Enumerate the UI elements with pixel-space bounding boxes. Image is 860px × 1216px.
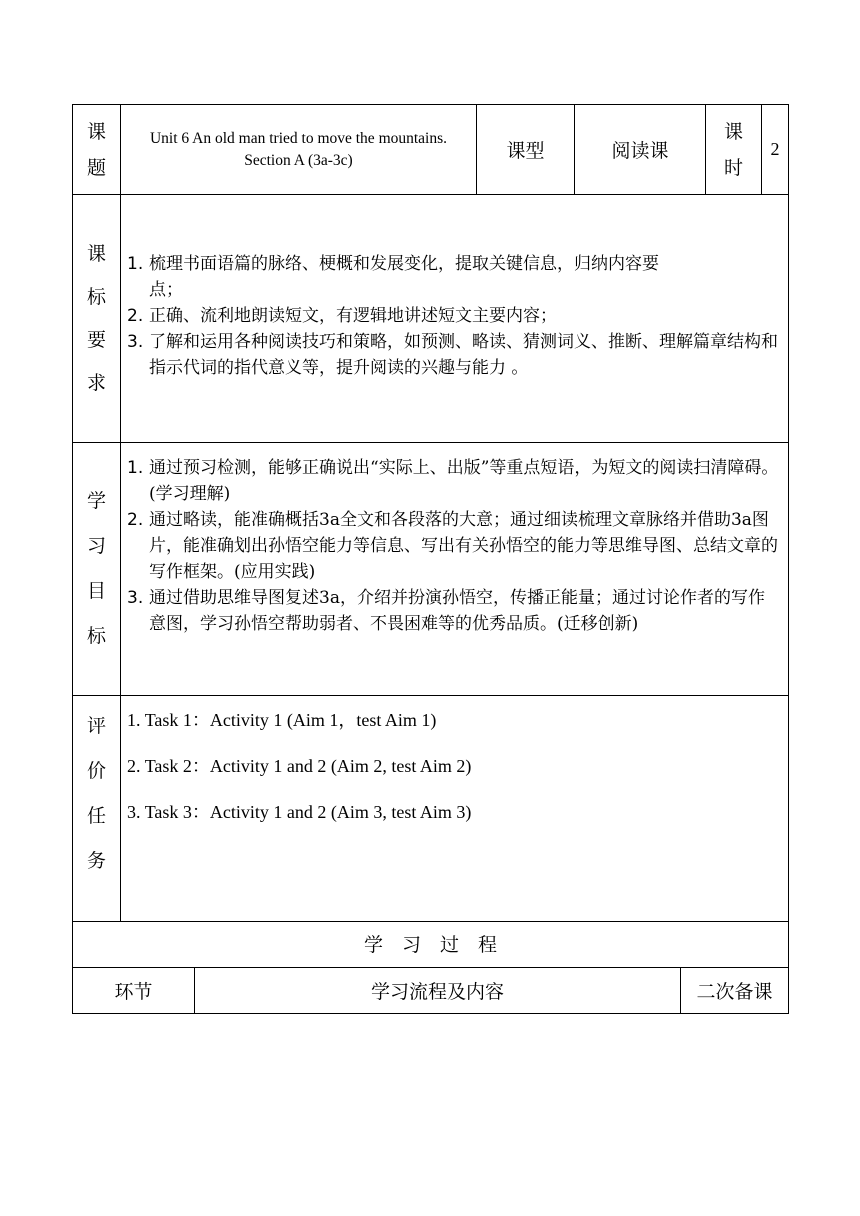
- objectives-label-char: 目: [86, 580, 106, 602]
- item-text: 梳理书面语篇的脉络、梗概和发展变化，提取关键信息，归纳内容要点；: [149, 254, 659, 300]
- lesson-title-line1: Unit 6 An old man tried to move the mountains.: [149, 129, 448, 147]
- evaluation-label-char: 务: [86, 850, 106, 872]
- evaluation-label-char: 价: [86, 760, 106, 782]
- item-text: 通过预习检测，能够正确说出“实际上、出版”等重点短语，为短文的阅读扫清障碍。(学习理解): [149, 458, 779, 504]
- item-number: 2.: [127, 306, 144, 326]
- item-number: 1.: [127, 458, 144, 478]
- objectives-label: [73, 443, 121, 696]
- item-number: 3.: [127, 802, 141, 822]
- item-number: 3.: [127, 332, 144, 352]
- standards-row: [73, 195, 789, 443]
- objectives-label-char: 标: [86, 625, 106, 647]
- lesson-info-table: [72, 104, 789, 922]
- standards-label-char: 标: [86, 285, 106, 308]
- evaluation-label: [73, 696, 121, 922]
- evaluation-content: [121, 696, 789, 922]
- objectives-label-char: 学: [86, 490, 106, 512]
- item-text: Task 3：Activity 1 and 2 (Aim 3, test Aim 3): [144, 802, 472, 822]
- process-header-row: [73, 967, 789, 1013]
- lesson-type-value: 阅读课: [575, 105, 706, 195]
- item-text: 了解和运用各种阅读技巧和策略，如预测、略读、猜测词义、推断、理解篇章结构和指示代词的指代意义等，提升阅读的兴趣与能力 。: [149, 332, 778, 378]
- objective-item: [127, 585, 780, 637]
- process-title-row: [73, 921, 789, 967]
- evaluation-row: [73, 696, 789, 922]
- item-number: 1.: [127, 710, 141, 730]
- standards-item: [127, 251, 780, 303]
- item-number: 2.: [127, 756, 141, 776]
- evaluation-label-char: 任: [86, 805, 106, 827]
- objectives-label-char: 习: [86, 535, 106, 557]
- topic-label-char: 题: [86, 156, 106, 179]
- standards-item: [127, 303, 780, 329]
- item-text: Task 1：Activity 1 (Aim 1，test Aim 1): [144, 710, 437, 730]
- item-number: 2.: [127, 510, 144, 530]
- item-number: 1.: [127, 254, 144, 274]
- lesson-type-label: 课型: [477, 105, 575, 195]
- evaluation-label-char: 评: [86, 715, 106, 737]
- item-text: 通过略读，能准确概括3a全文和各段落的大意；通过细读梳理文章脉络并借助3a图片，能准确划出孙悟空能力等信息、写出有关孙悟空的能力等思维导图、总结文章的写作框架。(应用实践): [149, 510, 778, 582]
- lesson-title-line2: Section A (3a-3c): [244, 151, 353, 169]
- evaluation-item: [127, 754, 780, 778]
- period-label: [706, 105, 762, 195]
- topic-label-char: 课: [86, 120, 106, 143]
- topic-label: [73, 105, 121, 195]
- objectives-content: [121, 443, 789, 696]
- col-stage-header: 环节: [73, 967, 195, 1013]
- objective-item: [127, 455, 780, 507]
- period-label-char: 课: [723, 120, 743, 143]
- objectives-list: [121, 455, 788, 637]
- col-notes-header: 二次备课: [681, 967, 789, 1013]
- process-table: [72, 921, 789, 1014]
- standards-label-char: 课: [86, 242, 106, 265]
- item-text: 正确、流利地朗读短文，有逻辑地讲述短文主要内容；: [149, 306, 557, 326]
- objective-item: [127, 507, 780, 585]
- standards-label-char: 求: [86, 371, 106, 394]
- standards-label-char: 要: [86, 328, 106, 351]
- standards-list: [121, 251, 788, 381]
- topic-row: [73, 105, 789, 195]
- period-label-char: 时: [723, 156, 743, 179]
- objectives-row: [73, 443, 789, 696]
- col-content-header: 学习流程及内容: [195, 967, 681, 1013]
- process-title: 学 习 过 程: [73, 921, 789, 967]
- standards-label: [73, 195, 121, 443]
- standards-content: [121, 195, 789, 443]
- standards-item: [127, 329, 780, 381]
- evaluation-item: [127, 800, 780, 824]
- item-text: Task 2：Activity 1 and 2 (Aim 2, test Aim 2): [144, 756, 472, 776]
- item-text: 通过借助思维导图复述3a，介绍并扮演孙悟空，传播正能量；通过讨论作者的写作意图，学习孙悟空帮助弱者、不畏困难等的优秀品质。(迁移创新): [149, 588, 765, 634]
- period-value: 2: [762, 105, 789, 195]
- lesson-title: [121, 105, 477, 195]
- evaluation-item: [127, 708, 780, 732]
- item-number: 3.: [127, 588, 144, 608]
- evaluation-list: [121, 708, 788, 824]
